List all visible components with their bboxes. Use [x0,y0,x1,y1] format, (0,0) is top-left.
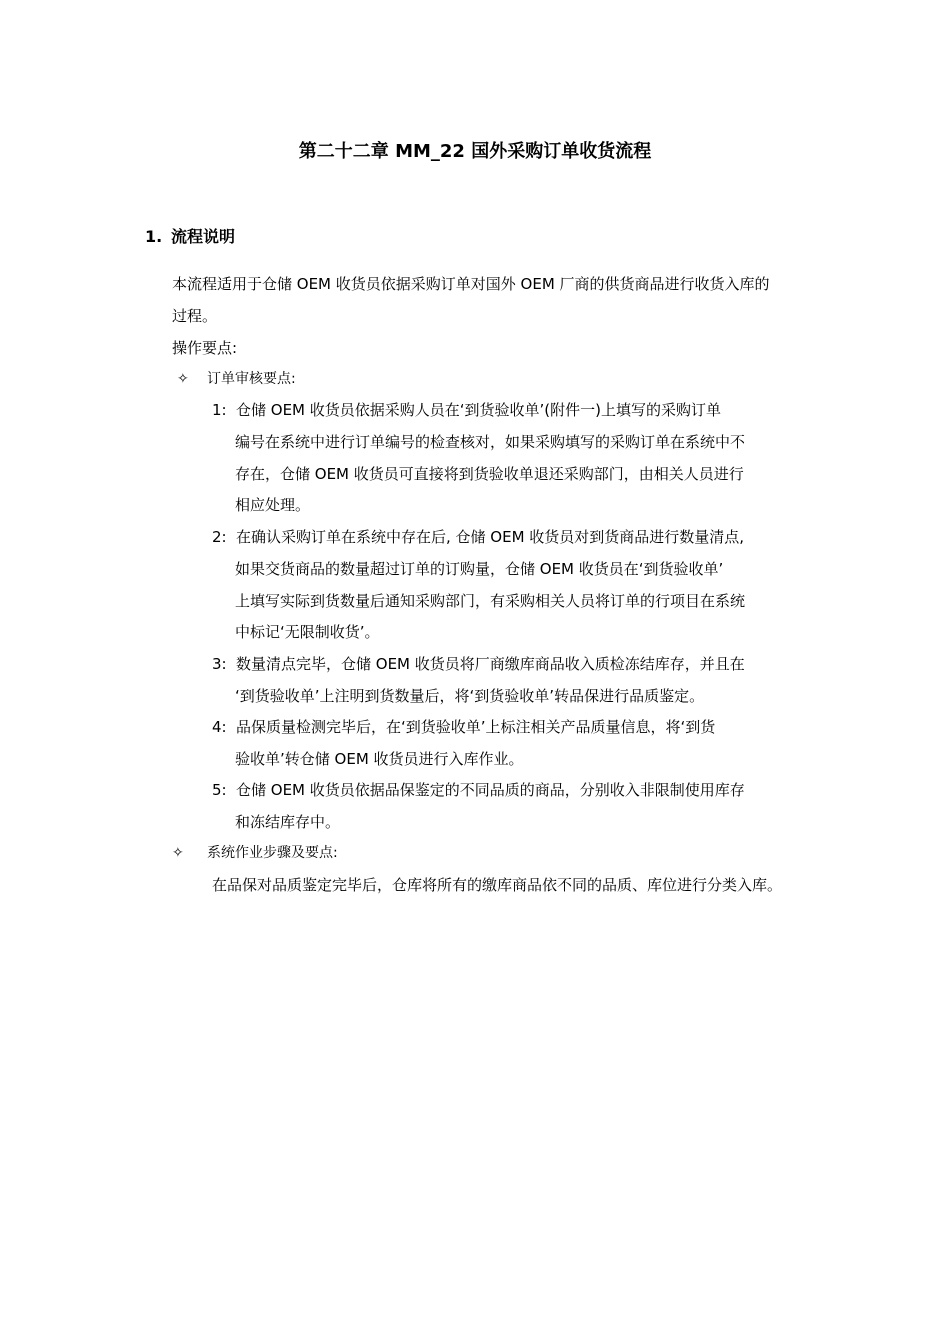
intro-line: 操作要点: [172,339,238,357]
item-text: 品保质量检测完毕后，在‘到货验收单’上标注相关产品质量信息，将‘到货 [236,718,716,736]
list-item [212,526,744,548]
bullet-order-review [177,368,296,390]
item-continuation: 存在，仓储 OEM 收货员可直接将到货验收单退还采购部门，由相关人员进行 [235,465,744,483]
list-item [212,653,745,675]
intro-line: 本流程适用于仓储 OEM 收货员依据采购订单对国外 OEM 厂商的供货商品进行收货入库的 [172,275,770,293]
list-item [212,716,715,738]
item-text: 仓储 OEM 收货员依据采购人员在‘到货验收单’(附件一)上填写的采购订单 [236,401,722,419]
list-item [212,779,745,801]
item-continuation: 验收单’转仓储 OEM 收货员进行入库作业。 [235,750,524,768]
item-continuation: ‘到货验收单’上注明到货数量后，将‘到货验收单’转品保进行品质鉴定。 [235,687,705,705]
diamond-bullet-icon: ✧ [177,371,189,387]
item-text: 仓储 OEM 收货员依据品保鉴定的不同品质的商品，分别收入非限制使用库存 [236,781,745,799]
item-continuation: 相应处理。 [235,496,311,514]
page-title: 第二十二章 MM_22 国外采购订单收货流程 [298,141,652,162]
item-text: 数量清点完毕，仓储 OEM 收货员将厂商缴库商品收入质检冻结库存，并且在 [236,655,745,673]
item-number: 4: [212,718,227,736]
item-number: 2: [212,528,227,546]
section-heading [145,226,235,248]
diamond-bullet-icon: ✧ [172,845,184,861]
list-item [212,399,721,421]
item-number: 5: [212,781,227,799]
bullet-text: 在品保对品质鉴定完毕后，仓库将所有的缴库商品依不同的品质、库位进行分类入库。 [212,876,783,894]
bullet-label: 订单审核要点: [207,371,296,387]
item-continuation: 中标记‘无限制收货’。 [235,623,380,641]
intro-line: 过程。 [172,307,218,325]
item-text: 在确认采购订单在系统中存在后, 仓储 OEM 收货员对到货商品进行数量清点, [236,528,745,546]
bullet-system-steps [172,842,338,864]
item-continuation: 编号在系统中进行订单编号的检查核对，如果采购填写的采购订单在系统中不 [235,433,746,451]
item-number: 1: [212,401,227,419]
section-number: 1. [145,227,163,246]
item-continuation: 如果交货商品的数量超过订单的订购量，仓储 OEM 收货员在‘到货验收单’ [235,560,724,578]
bullet-label: 系统作业步骤及要点: [207,845,338,861]
item-continuation: 上填写实际到货数量后通知采购部门，有采购相关人员将订单的行项目在系统 [235,592,746,610]
section-heading-text: 流程说明 [171,227,236,246]
item-number: 3: [212,655,227,673]
item-continuation: 和冻结库存中。 [235,813,341,831]
